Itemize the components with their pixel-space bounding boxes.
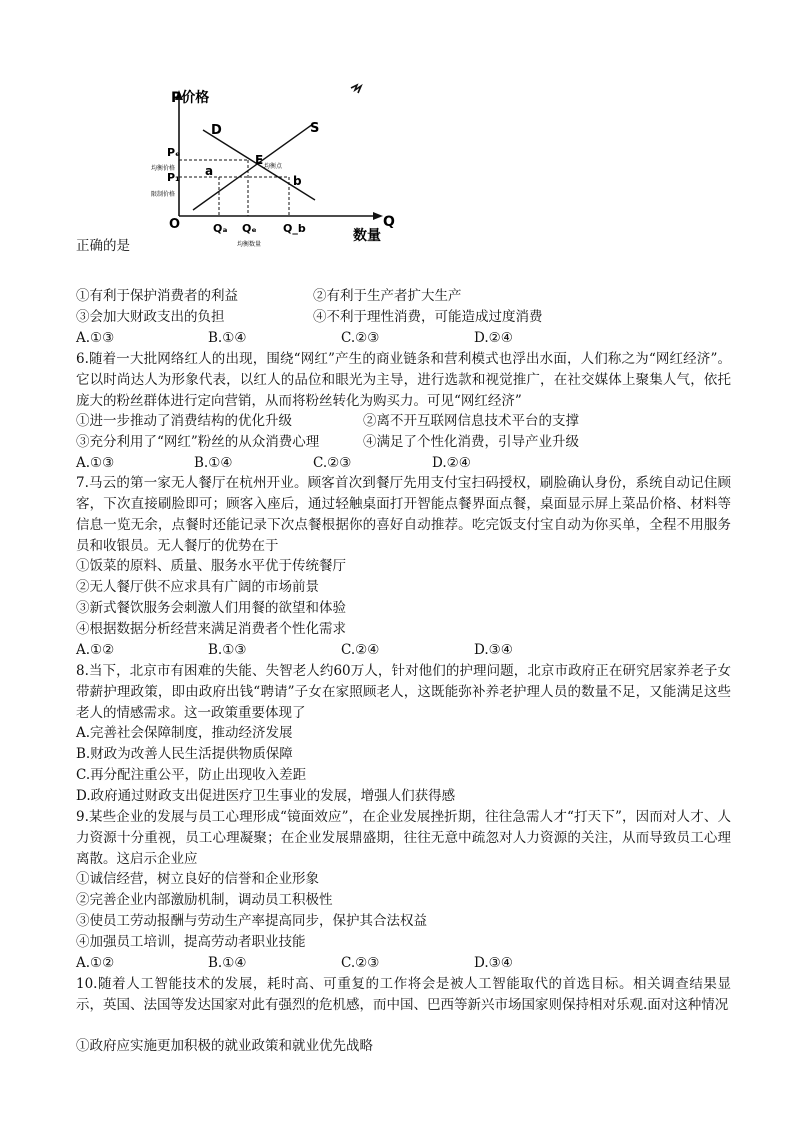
- q6-statement-2: ②离不开互联网信息技术平台的支撑: [363, 413, 579, 429]
- q7-option-a: A.①②: [76, 642, 115, 658]
- q6-option-b: B.①④: [194, 455, 233, 471]
- equilibrium-point-e: E: [255, 153, 264, 167]
- point-b: b: [293, 174, 302, 188]
- q6-statement-3: ③充分利用了“网红”粉丝的从众消费心理: [76, 434, 320, 450]
- q7-statement-4: ④根据数据分析经营来满足消费者个性化需求: [76, 621, 346, 637]
- q5-option-d: D.②④: [474, 330, 513, 346]
- origin-label: O: [169, 217, 181, 232]
- q6-option-a: A.①③: [76, 455, 115, 471]
- q9-statement-2: ②完善企业内部激励机制，调动员工积极性: [76, 892, 333, 908]
- q5-option-b: B.①④: [208, 330, 247, 346]
- q9-statement-1: ①诚信经营，树立良好的信誉和企业形象: [76, 871, 319, 887]
- equilibrium-point-label: 均衡点: [264, 163, 283, 170]
- q9-option-d: D.③④: [474, 955, 513, 971]
- q6-stem: 6.随着一大批网络红人的出现，围绕“网红”产生的商业链条和营利模式也浮出水面，人们称之为“网红经济”。它以时尚达人为形象代表，以红人的品位和眼光为主导，进行选款和视觉推广，在社交媒体上聚集人气，依托庞大的粉丝群体进行定向营销，从而将粉丝转化为购买力。可见“网红经济”: [76, 351, 731, 409]
- q5-option-a: A.①③: [76, 330, 115, 346]
- q9-option-b: B.①④: [208, 955, 247, 971]
- q6-statement-4: ④满足了个性化消费，引导产业升级: [363, 434, 579, 450]
- point-a: a: [205, 164, 214, 178]
- q6-option-d: D.②④: [432, 455, 471, 471]
- pe-label: Pₑ: [167, 146, 181, 159]
- q9-option-a: A.①②: [76, 955, 115, 971]
- q9-option-c: C.②③: [341, 955, 380, 971]
- q5-statement-3: ③会加大财政支出的负担: [76, 309, 225, 325]
- pen-mark-icon: [351, 85, 361, 93]
- q9-stem: 9.某些企业的发展与员工心理形成“镜面效应”，在企业发展挫折期，往往急需人才“打天下”，因而对人才、人力资源十分重视，员工心理凝聚；在企业发展鼎盛期，往往无意中疏忽对人力资源的关注，从而导致员工心理离散。这启示企业应: [76, 809, 731, 867]
- q8-option-d: D.政府通过财政支出促进医疗卫生事业的发展，增强人们获得感: [76, 788, 456, 804]
- q5-statement-1: ①有利于保护消费者的利益: [76, 288, 238, 304]
- q10-statement-1: ①政府应实施更加积极的就业政策和就业优先战略: [76, 1038, 373, 1054]
- equilibrium-price-label: 均衡价格: [151, 165, 176, 172]
- demand-label: D: [211, 123, 222, 138]
- quantity-word: 数量: [353, 228, 381, 244]
- q8-option-a: A.完善社会保障制度，推动经济发展: [76, 725, 293, 741]
- q7-statement-2: ②无人餐厅供不应求具有广阔的市场前景: [76, 579, 319, 595]
- q7-option-c: C.②④: [341, 642, 380, 658]
- q8-option-b: B.财政为改善人民生活提供物质保障: [76, 746, 293, 762]
- q7-statement-1: ①饭菜的原料、质量、服务水平优于传统餐厅: [76, 558, 346, 574]
- q5-stem-tail: 正确的是: [76, 238, 130, 254]
- price-axis-label: P价格: [171, 90, 210, 106]
- q5-statement-2: ②有利于生产者扩大生产: [313, 288, 462, 304]
- q7-statement-3: ③新式餐饮服务会刺激人们用餐的欲望和体验: [76, 600, 346, 616]
- limit-price-label: 限制价格: [151, 191, 176, 198]
- qa-label: Qₐ: [213, 222, 228, 235]
- q6-option-c: C.②③: [313, 455, 352, 471]
- q7-option-d: D.③④: [474, 642, 513, 658]
- qb-label: Q_b: [283, 222, 306, 235]
- q7-option-b: B.①③: [208, 642, 247, 658]
- equilibrium-quantity-label: 均衡数量: [237, 241, 262, 248]
- q10-stem: 10.随着人工智能技术的发展，耗时高、可重复的工作将会是被人工智能取代的首选目标。相关调查结果显示，英国、法国等发达国家对此有强烈的危机感，而中国、巴西等新兴市场国家则保持相对乐观.面对这种情况: [76, 976, 731, 1013]
- qe-label: Qₑ: [242, 222, 257, 235]
- q8-option-c: C.再分配注重公平，防止出现收入差距: [76, 767, 307, 783]
- q9-statement-3: ③使员工劳动报酬与劳动生产率提高同步，保护其合法权益: [76, 913, 427, 929]
- q6-statement-1: ①进一步推动了消费结构的优化升级: [76, 413, 292, 429]
- supply-demand-graph: [151, 78, 525, 258]
- p1-label: P₁: [167, 171, 180, 184]
- quantity-axis-label: Q: [383, 214, 395, 230]
- q9-statement-4: ④加强员工培训，提高劳动者职业技能: [76, 934, 306, 950]
- q8-stem: 8.当下，北京市有困难的失能、失智老人约60万人，针对他们的护理问题，北京市政府正在研究居家养老子女带薪护理政策，即由政府出钱“聘请”子女在家照顾老人，这既能弥补养老护理人员的数量不足，又能满足这些老人的情感需求。这一政策重要体现了: [76, 663, 731, 721]
- supply-label: S: [310, 121, 320, 136]
- q5-option-c: C.②③: [341, 330, 380, 346]
- q7-stem: 7.马云的第一家无人餐厅在杭州开业。顾客首次到餐厅先用支付宝扫码授权，刷脸确认身份，系统自动记住顾客，下次直接刷脸即可；顾客入座后，通过轻触桌面打开智能点餐界面点餐，桌面显示屏上菜品价格、材料等信息一览无余，点餐时还能记录下次点餐根据你的喜好自动推荐。吃完饭支付宝自动为你买单，全程不用服务员和收银员。无人餐厅的优势在于: [76, 475, 731, 554]
- q5-statement-4: ④不利于理性消费，可能造成过度消费: [313, 309, 543, 325]
